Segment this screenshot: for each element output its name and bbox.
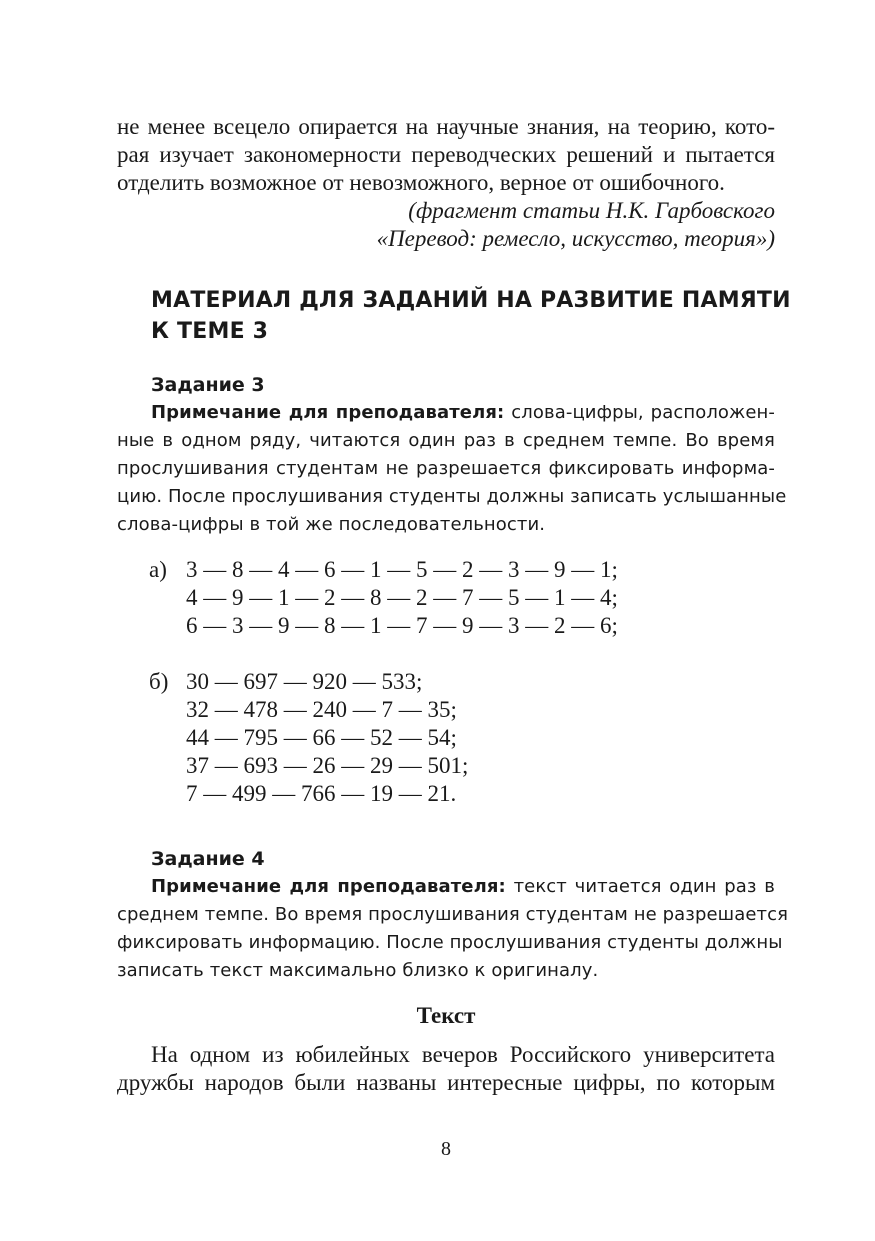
task4-note-line-2: среднем темпе. Во время прослушивания студентам не разрешается xyxy=(117,904,789,925)
task4-title: Задание 4 xyxy=(151,848,265,870)
group-b-row-3: 44 — 795 — 66 — 52 — 54; xyxy=(186,725,457,750)
task3-note-line-3: прослушивания студентам не разрешается фиксировать информа- xyxy=(117,458,775,479)
task3-title: Задание 3 xyxy=(151,374,265,396)
task4-note-line-1 xyxy=(151,873,775,901)
page-number: 8 xyxy=(441,1138,451,1160)
text-section-title: Текст xyxy=(416,1003,476,1028)
intro-line-3: отделить возможное от невозможного, верное от ошибочного. xyxy=(117,170,725,195)
task4-note-line-3: фиксировать информацию. После прослушивания студенты должны xyxy=(117,932,783,953)
group-b-row-5: 7 — 499 — 766 — 19 — 21. xyxy=(186,781,457,806)
task4-note-label: Примечание для преподавателя: xyxy=(151,876,506,897)
section-heading-line-2: К ТЕМЕ 3 xyxy=(151,319,269,344)
intro-line-2: рая изучает закономерности переводческих решений и пытается xyxy=(117,142,775,167)
group-a-row-2: 4 — 9 — 1 — 2 — 8 — 2 — 7 — 5 — 1 — 4; xyxy=(186,585,618,610)
text-line-2: дружбы народов были названы интересные цифры, по которым xyxy=(117,1070,775,1095)
task3-note-line-1 xyxy=(151,399,775,427)
task4-note-first-rest: текст читается один раз в xyxy=(505,876,775,897)
section-heading-line-1: МАТЕРИАЛ ДЛЯ ЗАДАНИЙ НА РАЗВИТИЕ ПАМЯТИ xyxy=(151,288,791,313)
citation-line-2: «Перевод: ремесло, искусство, теория») xyxy=(376,226,775,251)
task3-note-line-4: цию. После прослушивания студенты должны записать услышанные xyxy=(117,486,787,507)
task4-note-line-4: записать текст максимально близко к оригиналу. xyxy=(117,960,599,981)
group-a-row-3: 6 — 3 — 9 — 8 — 1 — 7 — 9 — 3 — 2 — 6; xyxy=(186,613,618,638)
task3-note-line-5: слова-цифры в той же последовательности. xyxy=(117,514,546,535)
text-line-1: На одном из юбилейных вечеров Российского университета xyxy=(151,1042,775,1067)
task3-note-label: Примечание для преподавателя: xyxy=(151,402,505,423)
group-b-row-2: 32 — 478 — 240 — 7 — 35; xyxy=(186,697,457,722)
task3-note-first-rest: слова-цифры, расположен- xyxy=(504,402,775,423)
group-a-row-1: 3 — 8 — 4 — 6 — 1 — 5 — 2 — 3 — 9 — 1; xyxy=(186,557,618,582)
group-b-row-1: 30 — 697 — 920 — 533; xyxy=(186,669,423,694)
citation-line-1: (фрагмент статьи Н.К. Гарбовского xyxy=(408,198,775,223)
intro-line-1: не менее всецело опирается на научные знания, на теорию, кото- xyxy=(117,114,775,139)
group-b-row-4: 37 — 693 — 26 — 29 — 501; xyxy=(186,753,469,778)
group-a-label: а) xyxy=(149,557,167,582)
group-b-label: б) xyxy=(149,669,169,694)
task3-note-line-2: ные в одном ряду, читаются один раз в среднем темпе. Во время xyxy=(117,430,775,451)
